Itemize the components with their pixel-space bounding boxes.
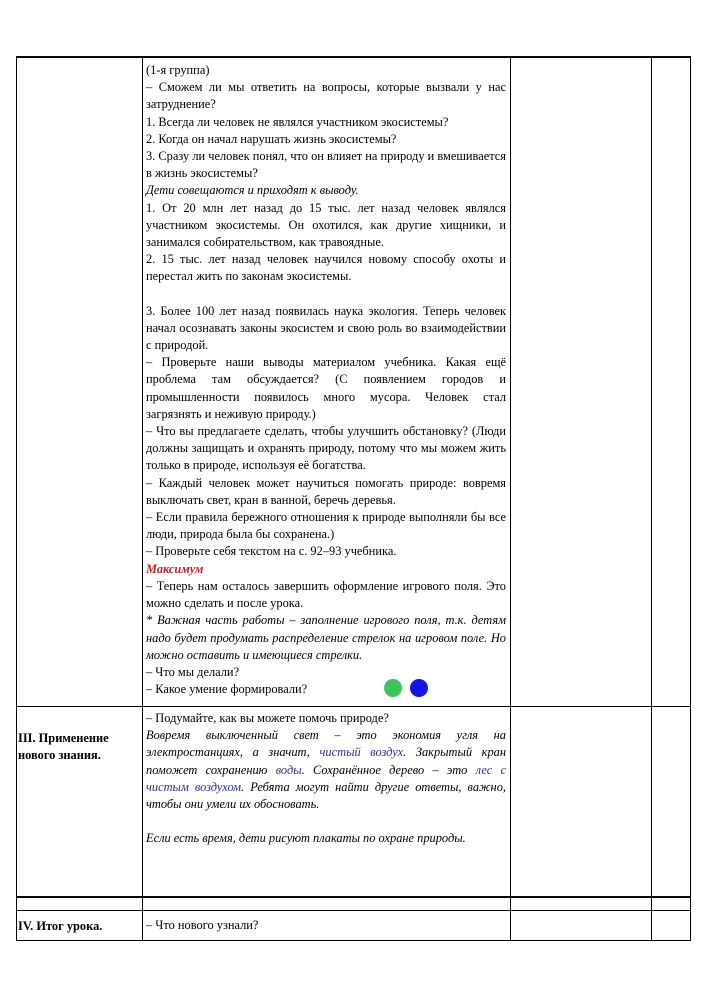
table-row-divider	[16, 896, 691, 898]
highlight-term: воды	[275, 762, 302, 777]
discussion-line: – Каждый человек может научиться помогать природе: вовремя выключать свет, кран в ванной, беречь деревья.	[146, 475, 506, 507]
row1-line: 1. Всегда ли человек не являлся участником экосистемы?	[146, 114, 449, 129]
row3-question: – Что нового узнали?	[146, 918, 259, 932]
conclusion: 1. От 20 млн лет назад до 15 тыс. лет назад человек являлся участником экосистемы. Он охотился, как другие хищники, и занимался собирательством, как травоядные.	[146, 200, 506, 250]
maximum-note: * Важная часть работы – заполнение игрового поля, т.к. детям надо будет продумать распределение стрелок на игровом поле. Но можно оставить и имеющиеся стрелки.	[146, 613, 506, 662]
table-col-divider	[142, 56, 143, 941]
highlight-term: лес с чистым воздухом	[146, 762, 506, 794]
table-col-divider	[510, 56, 511, 941]
row3-heading: IV. Итог урока.	[18, 919, 103, 933]
green-circle-icon	[384, 679, 402, 697]
row2-content	[146, 710, 506, 847]
conclusion: 2. 15 тыс. лет назад человек научился новому способу охоты и перестал жить по законам экосистемы.	[146, 252, 506, 284]
table-right-border	[690, 56, 691, 941]
row3-content	[146, 917, 506, 934]
maximum-text: – Теперь нам осталось завершить оформление игрового поля. Это можно сделать и после урока.	[146, 578, 506, 611]
row1-line: 3. Сразу ли человек понял, что он влияет на природу и вмешивается в жизнь экосистемы?	[146, 149, 506, 181]
highlight-term: чистый воздух	[319, 745, 404, 760]
conclusion: 3. Более 100 лет назад появилась наука экология. Теперь человек начал осознавать законы экосистем и свою роль во взаимодействии с природой.	[146, 303, 506, 353]
table-row-divider	[16, 706, 691, 707]
maximum-label: Максимум	[146, 561, 204, 576]
discussion-line: – Проверьте себя текстом на с. 92–93 учебника.	[146, 544, 397, 559]
discussion-line: – Если правила бережного отношения к природе выполняли бы все люди, природа была бы сохранена.)	[146, 510, 506, 542]
table-row-divider	[16, 910, 691, 911]
row2-heading: III. Применение нового знания.	[18, 731, 109, 762]
row2-paragraph: Вовремя выключенный свет – это экономия угля на электростанциях, а значит, чистый воздух. Закрытый кран поможет сохранению воды. Сохранённое дерево – это лес с чистым воздухом. Ребята могут найти другие ответы, важно, чтобы они умели их обосновать.	[146, 728, 507, 812]
table-col-divider	[651, 56, 652, 941]
row1-content	[146, 62, 506, 698]
reflection-question: – Какое умение формировали?	[146, 682, 308, 697]
italic-note: Дети совещаются и приходят к выводу.	[146, 183, 359, 198]
table-left-border	[16, 56, 17, 941]
table-bottom-border	[16, 940, 691, 941]
row1-line: 2. Когда он начал нарушать жизнь экосистемы?	[146, 131, 397, 146]
blue-circle-icon	[410, 679, 428, 697]
row2-question: – Подумайте, как вы можете помочь природе?	[146, 711, 389, 725]
discussion-line: – Что вы предлагаете сделать, чтобы улучшить обстановку? (Люди должны защищать и охранять природу, потому что мы можем жить только в природе, используя её богатства.	[146, 424, 506, 473]
row2-extra: Если есть время, дети рисуют плакаты по охране природы.	[146, 831, 466, 846]
reflection-question: – Что мы делали?	[146, 664, 240, 679]
discussion-line: – Проверьте наши выводы материалом учебника. Какая ещё проблема там обсуждается? (С появлением городов и промышленности появилось много мусора. Человек стал загрязнять и неживую природу.)	[146, 355, 506, 421]
row1-line: – Сможем ли мы ответить на вопросы, которые вызвали у нас затруднение?	[146, 80, 506, 112]
row1-line: (1-я группа)	[146, 63, 210, 77]
table-top-border	[16, 56, 691, 58]
